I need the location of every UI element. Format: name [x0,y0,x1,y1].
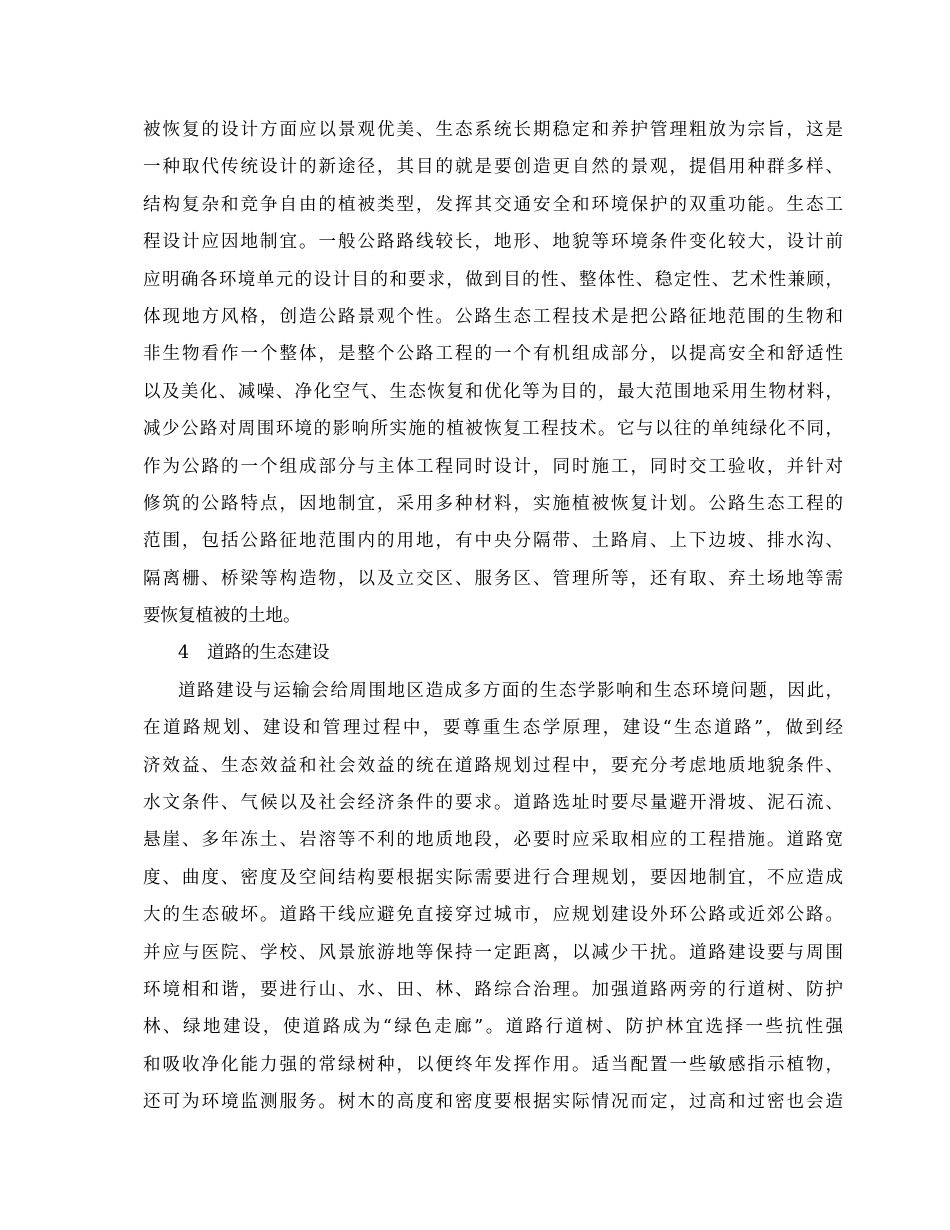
text-line: 还可为环境监测服务。树木的高度和密度要根据实际情况而定，过高和过密也会造 [143,1092,843,1113]
text-line: 减少公路对周围环境的影响所实施的植被恢复工程技术。它与以往的单纯绿化不同， [143,419,843,440]
section-number: 4 [178,643,190,664]
text-line: 结构复杂和竞争自由的植被类型，发挥其交通安全和环境保护的双重功能。生态工 [143,194,843,215]
text-line: 作为公路的一个组成部分与主体工程同时设计，同时施工，同时交工验收，并针对 [143,456,843,477]
text-line: 度、曲度、密度及空间结构要根据实际需要进行合理规划，要因地制宜，不应造成 [143,867,843,888]
text-line: 应明确各环境单元的设计目的和要求，做到目的性、整体性、稳定性、艺术性兼顾， [143,269,843,290]
text-line: 道路建设与运输会给周围地区造成多方面的生态学影响和生态环境问题，因此， [178,680,843,701]
text-line: 环境相和谐，要进行山、水、田、林、路综合治理。加强道路两旁的行道树、防护 [143,979,843,1000]
paragraph-1 [143,112,843,635]
text-line: 程设计应因地制宜。一般公路路线较长，地形、地貌等环境条件变化较大，设计前 [143,232,843,253]
text-line: 和吸收净化能力强的常绿树种，以便终年发挥作用。适当配置一些敏感指示植物， [143,1054,843,1075]
text-line: 并应与医院、学校、风景旅游地等保持一定距离，以减少干扰。道路建设要与周围 [143,942,843,963]
text-line: 要恢复植被的土地。 [143,606,301,627]
text-line: 被恢复的设计方面应以景观优美、生态系统长期稳定和养护管理粗放为宗旨，这是 [143,120,843,140]
paragraph-2 [143,673,843,1122]
document-body [143,112,843,1122]
section-title: 道路的生态建设 [207,643,330,664]
text-line: 范围，包括公路征地范围内的用地，有中央分隔带、土路肩、上下边坡、排水沟、 [143,531,843,552]
text-line: 以及美化、减噪、净化空气、生态恢复和优化等为目的，最大范围地采用生物材料， [143,381,843,402]
text-line: 体现地方风格，创造公路景观个性。公路生态工程技术是把公路征地范围的生物和 [143,306,843,327]
text-line: 悬崖、多年冻土、岩溶等不利的地质地段，必要时应采取相应的工程措施。道路宽 [143,830,843,851]
text-line: 大的生态破坏。道路干线应避免直接穿过城市，应规划建设外环公路或近郊公路。 [143,905,843,926]
text-line: 一种取代传统设计的新途径，其目的就是要创造更自然的景观，提倡用种群多样、 [143,157,843,178]
text-line: 林、绿地建设，使道路成为“绿色走廊”。道路行道树、防护林宜选择一些抗性强 [143,1017,843,1038]
text-line: 济效益、生态效益和社会效益的统在道路规划过程中，要充分考虑地质地貌条件、 [143,755,843,776]
text-line: 在道路规划、建设和管理过程中，要尊重生态学原理，建设“生态道路”，做到经 [143,718,843,739]
text-line: 修筑的公路特点，因地制宜，采用多种材料，实施植被恢复计划。公路生态工程的 [143,493,843,514]
text-line: 非生物看作一个整体，是整个公路工程的一个有机组成部分，以提高安全和舒适性 [143,344,843,365]
text-line: 隔离栅、桥梁等构造物，以及立交区、服务区、管理所等，还有取、弃土场地等需 [143,568,843,589]
section-heading [143,635,843,672]
text-line: 水文条件、气候以及社会经济条件的要求。道路选址时要尽量避开滑坡、泥石流、 [143,793,843,814]
